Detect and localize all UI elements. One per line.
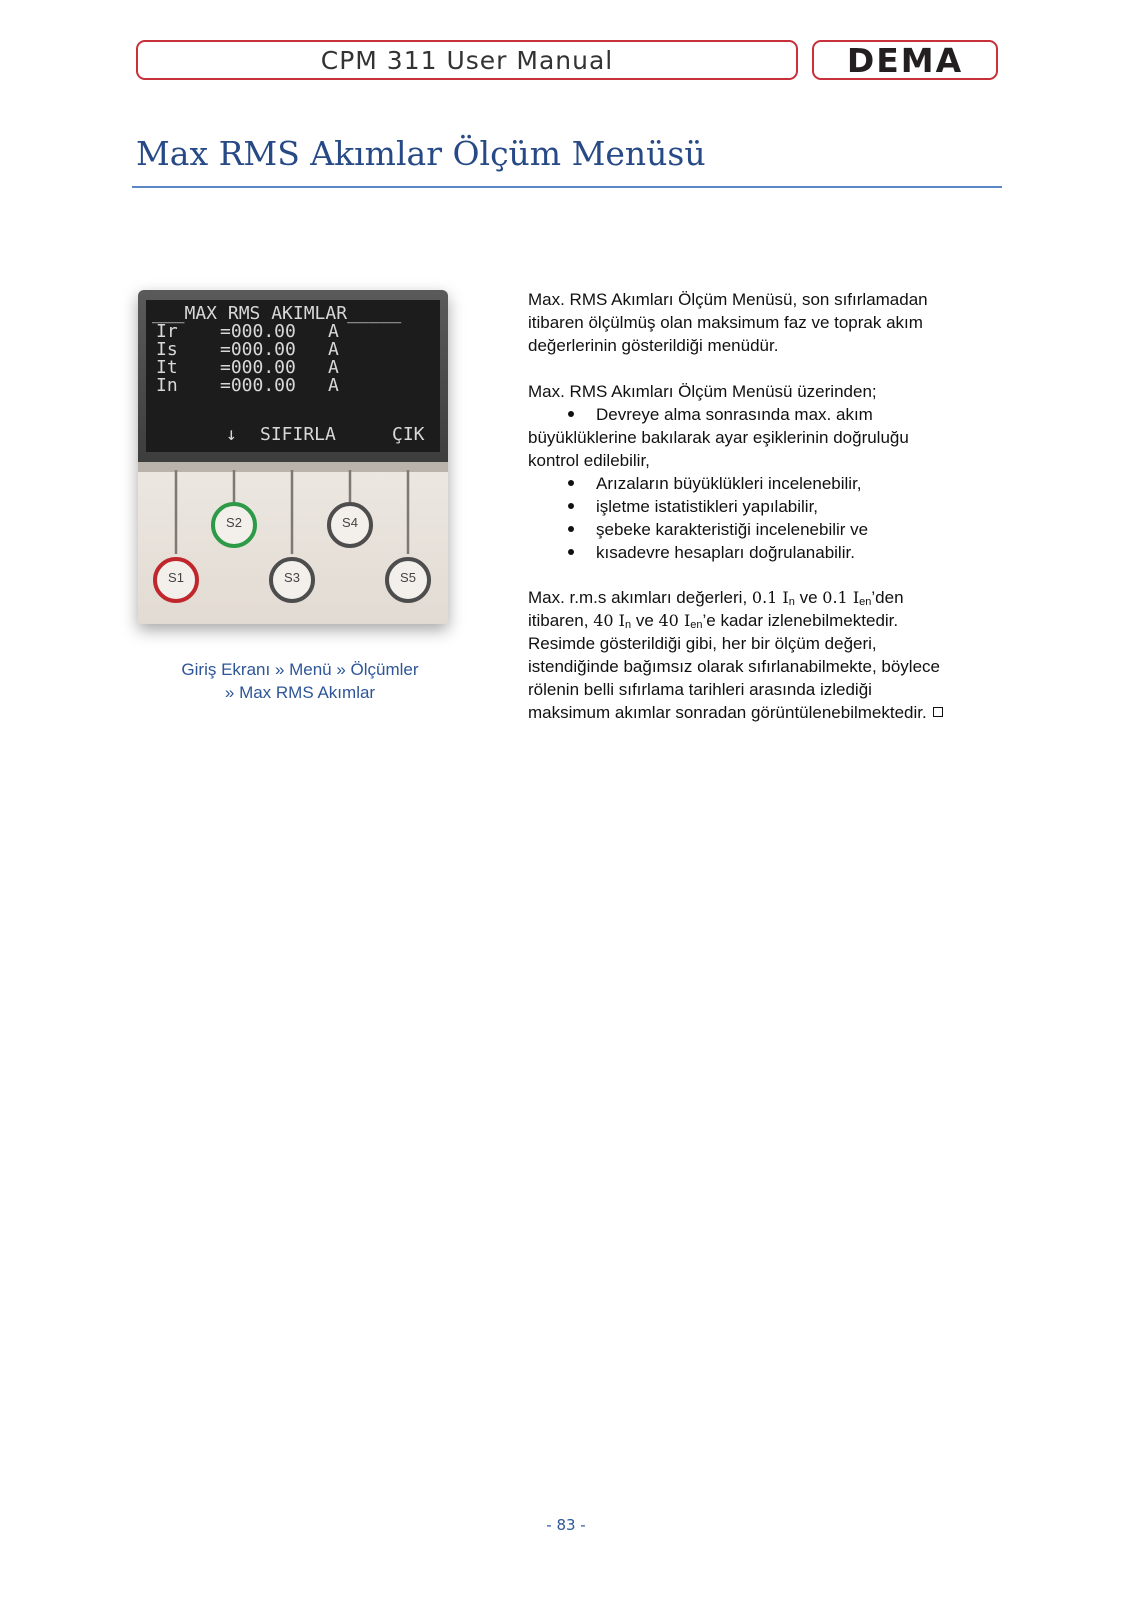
closing-paragraph (528, 632, 943, 724)
closing-line: maksimum akımlar sonradan görüntülenebilmektedir. (528, 703, 927, 722)
lcd-row-value: =000.00 (220, 321, 296, 342)
softkey-reset-label: SIFIRLA (260, 424, 336, 445)
lcd-row-unit: A (328, 357, 339, 378)
range-value: 40 I (658, 611, 691, 630)
button-s5[interactable]: S5 (400, 570, 416, 585)
end-of-section-icon (933, 707, 943, 717)
range-text: ve (631, 611, 659, 630)
manual-title: CPM 311 User Manual (320, 45, 614, 75)
brand-name: DEMA (846, 40, 964, 80)
range-value: 0.1 I (751, 588, 789, 607)
range-value: 40 I (593, 611, 625, 630)
manual-title-box (136, 40, 798, 80)
bullet-1-line-3: kontrol edilebilir, (528, 451, 650, 470)
range-subscript: n (788, 596, 795, 608)
bullet-item: işletme istatistikleri yapılabilir, (596, 497, 819, 516)
lead-sentence: Max. RMS Akımları Ölçüm Menüsü üzerinden; (528, 382, 877, 401)
lcd-title: ___MAX RMS AKIMLAR_____ (152, 303, 402, 324)
closing-line: Resimde gösterildiği gibi, her bir ölçüm değeri, (528, 634, 877, 653)
bullet-dot (568, 480, 574, 486)
bullet-item: kısadevre hesapları doğrulanabilir. (596, 543, 855, 562)
lcd-row-value: =000.00 (220, 375, 296, 396)
closing-line: rölenin belli sıfırlama tarihleri arasında izlediği (528, 680, 872, 699)
bullet-dot (568, 526, 574, 532)
range-subscript: en (690, 619, 703, 631)
range-text: ’den (871, 588, 904, 607)
range-subscript: en (859, 596, 872, 608)
bullet-item: Arızaların büyüklükleri incelenebilir, (596, 474, 862, 493)
bullet-dot (568, 503, 574, 509)
lcd-row-label: Ir (156, 321, 178, 342)
bullet-1-line-2: büyüklüklerine bakılarak ayar eşiklerinin doğruluğu (528, 428, 909, 447)
lcd-screen (146, 300, 440, 452)
intro-line: değerlerinin gösterildiği menüdür. (528, 336, 779, 355)
lcd-row-unit: A (328, 375, 339, 396)
range-text: itibaren, (528, 611, 594, 630)
closing-last-line (528, 701, 943, 724)
button-s4[interactable]: S4 (342, 515, 358, 530)
lcd-row-value: =000.00 (220, 357, 296, 378)
closing-line: istendiğinde bağımsız olarak sıfırlanabilmekte, böylece (528, 657, 940, 676)
bullet-dot (568, 549, 574, 555)
lcd-row-label: In (156, 375, 178, 396)
bullet-1-continuation (528, 426, 909, 472)
lcd-row-label: It (156, 357, 178, 378)
lcd-row-unit: A (328, 339, 339, 360)
title-divider (132, 186, 1002, 188)
page-title: Max RMS Akımlar Ölçüm Menüsü (136, 134, 706, 173)
button-s1[interactable]: S1 (168, 570, 184, 585)
bullet-dot (568, 411, 574, 417)
range-subscript: n (624, 619, 632, 631)
relay-front-panel (138, 290, 464, 644)
range-value: 0.1 I (822, 588, 860, 607)
intro-paragraph (528, 288, 928, 357)
brand-logo (812, 40, 998, 80)
intro-line: Max. RMS Akımları Ölçüm Menüsü, son sıfırlamadan (528, 290, 928, 309)
lcd-row-value: =000.00 (220, 339, 296, 360)
caption-line-2: » Max RMS Akımlar (224, 683, 376, 702)
arrow-down-icon: ↓ (226, 424, 237, 445)
range-text: ve (794, 588, 823, 607)
range-text: ’e kadar izlenebilmektedir. (702, 611, 899, 630)
caption-line-1: Giriş Ekranı » Menü » Ölçümler (181, 660, 419, 679)
button-s3[interactable]: S3 (284, 570, 300, 585)
lcd-row-label: Is (156, 339, 178, 360)
bullet-1-line-1: Devreye alma sonrasında max. akım (596, 405, 873, 424)
figure-caption (150, 658, 450, 704)
page-number: - 83 - (546, 1516, 586, 1534)
button-s2[interactable]: S2 (226, 515, 242, 530)
intro-line: itibaren ölçülmüş olan maksimum faz ve toprak akım (528, 313, 923, 332)
bullet-item: şebeke karakteristiği incelenebilir ve (596, 520, 869, 539)
range-text: Max. r.m.s akımları değerleri, (528, 588, 752, 607)
lcd-row-unit: A (328, 321, 339, 342)
softkey-exit-label: ÇIK (392, 424, 425, 445)
